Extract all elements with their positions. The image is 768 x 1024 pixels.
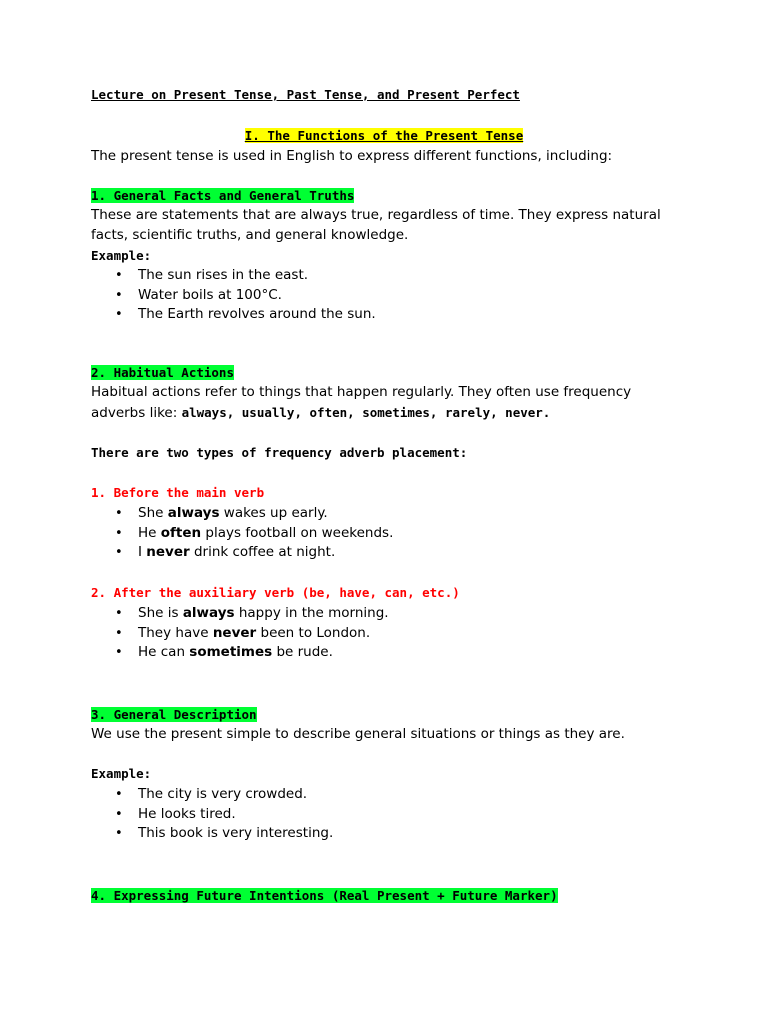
example-label-2: Example: <box>91 766 152 781</box>
subheading-before-main-verb: 1. Before the main verb <box>91 485 265 500</box>
list-item: • Water boils at 100°C. <box>91 286 376 306</box>
list-item: • The sun rises in the east. <box>91 266 376 286</box>
list-general-facts <box>91 266 376 325</box>
list-general-description <box>91 785 333 844</box>
list-item: • She is always happy in the morning. <box>91 604 389 624</box>
subheading-after-auxiliary: 2. After the auxiliary verb (be, have, can, etc.) <box>91 585 460 600</box>
example-label: Example: <box>91 248 152 263</box>
list-item: • He often plays football on weekends. <box>91 524 393 544</box>
list-item: • She always wakes up early. <box>91 504 393 524</box>
general-facts-line2: facts, scientific truths, and general knowledge. <box>91 227 409 243</box>
two-types-label: There are two types of frequency adverb placement: <box>91 445 468 460</box>
section-heading: I. The Functions of the Present Tense <box>244 128 524 143</box>
heading-future-intentions: 4. Expressing Future Intentions (Real Present + Future Marker) <box>91 888 558 903</box>
heading-general-description: 3. General Description <box>91 707 257 722</box>
list-item: • They have never been to London. <box>91 624 389 644</box>
heading-general-facts: 1. General Facts and General Truths <box>91 188 355 203</box>
habitual-line1: Habitual actions refer to things that happen regularly. They often use frequency <box>91 384 632 400</box>
heading-general-description-wrap <box>91 706 257 724</box>
list-after-auxiliary <box>91 604 389 663</box>
heading-general-facts-wrap <box>91 187 354 205</box>
habitual-line2-prefix: adverbs like: <box>91 405 182 421</box>
list-item: • The city is very crowded. <box>91 785 333 805</box>
intro-paragraph: The present tense is used in English to express different functions, including: <box>91 148 613 164</box>
list-item: • I never drink coffee at night. <box>91 543 393 563</box>
heading-habitual-wrap <box>91 364 234 382</box>
list-item: • He can sometimes be rude. <box>91 643 389 663</box>
list-item: • This book is very interesting. <box>91 824 333 844</box>
general-facts-line1: These are statements that are always true, regardless of time. They express natural <box>91 207 661 223</box>
heading-future-intentions-wrap <box>91 887 558 905</box>
frequency-adverbs: always, usually, often, sometimes, rarely, never. <box>181 405 551 420</box>
document-title: Lecture on Present Tense, Past Tense, and Present Perfect <box>91 87 520 102</box>
heading-habitual-actions: 2. Habitual Actions <box>91 365 234 380</box>
section-heading-wrap <box>0 127 768 145</box>
list-before-main-verb <box>91 504 393 563</box>
habitual-line2 <box>91 404 550 422</box>
list-item: • The Earth revolves around the sun. <box>91 305 376 325</box>
general-description-paragraph: We use the present simple to describe general situations or things as they are. <box>91 726 625 742</box>
list-item: • He looks tired. <box>91 805 333 825</box>
